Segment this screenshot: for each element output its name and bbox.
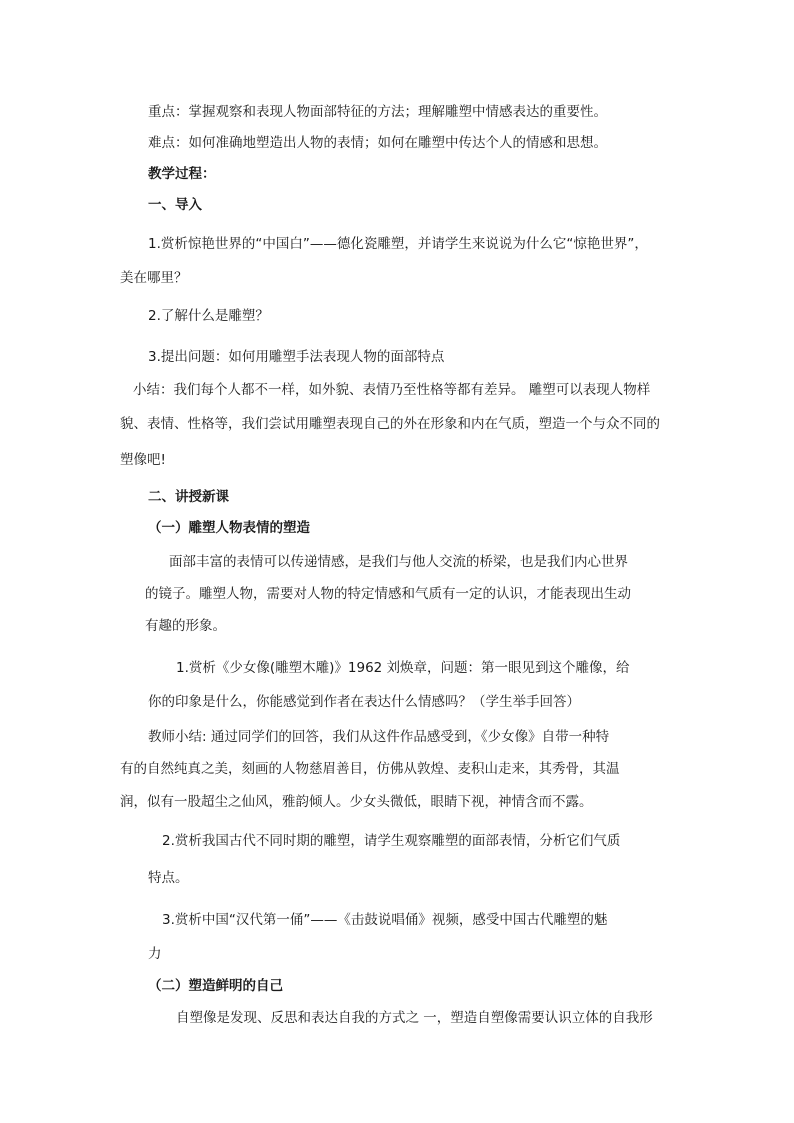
section1-heading: 一、导入 (148, 197, 202, 213)
sub2-intro-line1: 自塑像是发现、反思和表达自我的方式之 一，塑造自塑像需要认识立体的自我形 (176, 1010, 653, 1026)
sub1-intro-line1: 面部丰富的表情可以传递情感，是我们与他人交流的桥梁，也是我们内心世界 (169, 554, 628, 570)
sub1-intro-line2: 的镜子。雕塑人物，需要对人物的特定情感和气质有一定的认识，才能表现出生动 (145, 586, 631, 602)
sub1-item3-line1: 3.赏析中国“汉代第一俑”——《击鼓说唱俑》视频，感受中国古代雕塑的魅 (162, 912, 608, 928)
sub1-item2-line2: 特点。 (148, 870, 189, 886)
intro-item3: 3.提出问题：如何用雕塑手法表现人物的面部特点 (148, 349, 445, 365)
summary-line1: 小结：我们每个人都不一样，如外貌、表情乃至性格等都有差异。 雕塑可以表现人物样 (133, 382, 651, 398)
sub1-item3-line2: 力 (148, 946, 162, 962)
teacher-summary-line3: 润，似有一股超尘之仙风，雅韵倾人。少女头微低，眼睛下视，神情含而不露。 (120, 794, 593, 810)
sub1-item1-line2: 你的印象是什么，你能感觉到作者在表达什么情感吗？（学生举手回答） (148, 694, 580, 710)
intro-item2: 2.了解什么是雕塑？ (148, 308, 269, 324)
process-heading: 教学过程： (148, 166, 216, 182)
section2-heading: 二、讲授新课 (148, 489, 229, 505)
sub1-heading: （一）雕塑人物表情的塑造 (148, 520, 310, 536)
sub1-item2-line1: 2.赏析我国古代不同时期的雕塑，请学生观察雕塑的面部表情，分析它们气质 (162, 833, 621, 849)
teacher-summary-line1: 教师小结: 通过同学们的回答，我们从这件作品感受到，《少女像》自带一种特 (148, 729, 610, 745)
sub2-heading: （二）塑造鲜明的自己 (148, 978, 283, 994)
summary-line3: 塑像吧! (120, 452, 166, 468)
difficult-points: 难点：如何准确地塑造出人物的表情；如何在雕塑中传达个人的情感和思想。 (148, 135, 607, 151)
key-points: 重点：掌握观察和表现人物面部特征的方法；理解雕塑中情感表达的重要性。 (148, 104, 607, 120)
intro-item1-line2: 美在哪里？ (120, 270, 188, 286)
intro-item1-line1: 1.赏析惊艳世界的“中国白”——德化瓷雕塑，并请学生来说说为什么它“惊艳世界”， (148, 236, 648, 252)
sub1-item1-line1: 1.赏析《少女像(雕塑木雕)》1962 刘焕章，问题：第一眼见到这个雕像，给 (176, 660, 630, 676)
teacher-summary-line2: 有的自然纯真之美，刻画的人物慈眉善目，仿佛从敦煌、麦积山走来，其秀骨，其温 (120, 761, 620, 777)
sub1-intro-line3: 有趣的形象。 (145, 618, 226, 634)
summary-line2: 貌、表情、性格等，我们尝试用雕塑表现自己的外在形象和内在气质，塑造一个与众不同的 (120, 416, 660, 432)
